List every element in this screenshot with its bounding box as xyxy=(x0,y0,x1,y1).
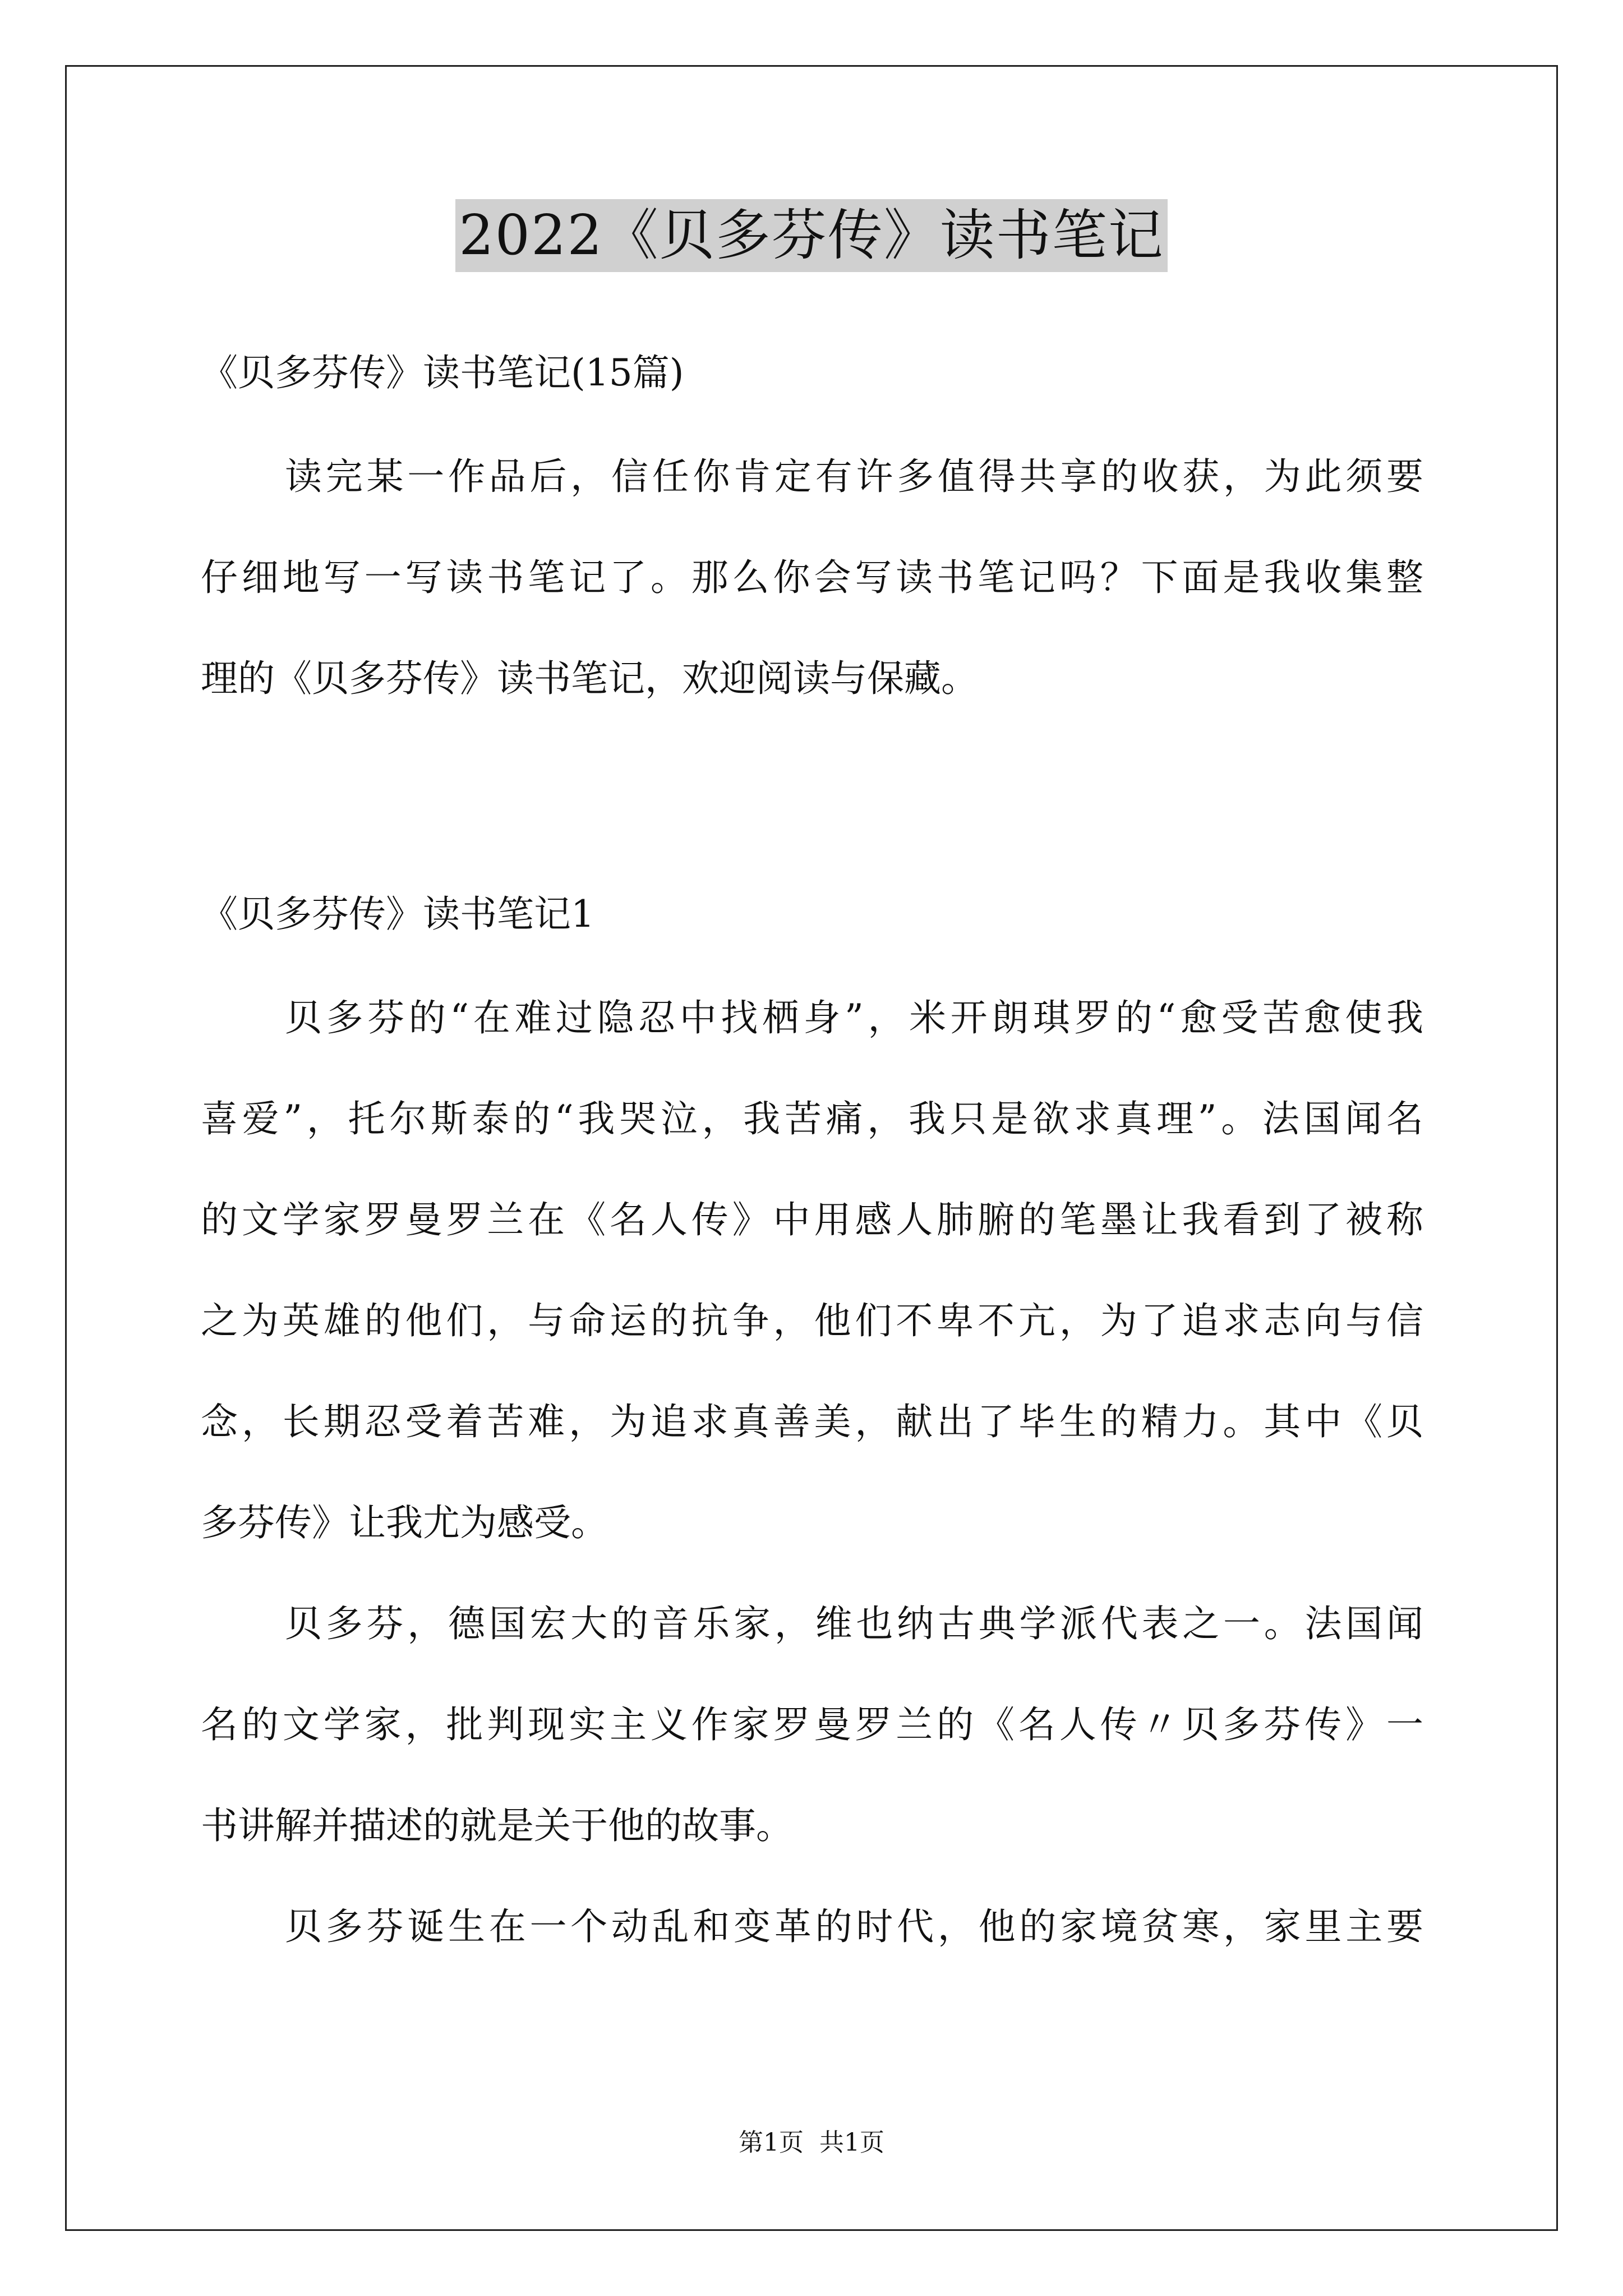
para1-line-5: 念，长期忍受着苦难，为追求真善美，献出了毕生的精力。其中《贝 xyxy=(201,1400,1423,1443)
intro-line-1: 读完某一作品后，信任你肯定有许多值得共享的收获，为此须要 xyxy=(285,455,1423,498)
para1-line-6: 多芬传》让我尤为感受。 xyxy=(201,1501,608,1544)
page-total: 共1页 xyxy=(819,2128,884,2157)
para2-line-1: 贝多芬，德国宏大的音乐家，维也纳古典学派代表之一。法国闻 xyxy=(285,1602,1423,1645)
intro-line-3: 理的《贝多芬传》读书笔记，欢迎阅读与保藏。 xyxy=(201,657,978,700)
document-title: 2022《贝多芬传》读书笔记 xyxy=(455,199,1167,272)
section-heading-1: 《贝多芬传》读书笔记1 xyxy=(201,892,594,936)
para1-line-1: 贝多芬的“在难过隐忍中找栖身”，米开朗琪罗的“愈受苦愈使我 xyxy=(285,996,1423,1039)
para1-line-4: 之为英雄的他们，与命运的抗争，他们不卑不亢，为了追求志向与信 xyxy=(201,1299,1423,1342)
subtitle-line: 《贝多芬传》读书笔记(15篇) xyxy=(201,351,684,394)
title-container xyxy=(0,199,1623,272)
para1-line-2: 喜爱”，托尔斯泰的“我哭泣，我苦痛，我只是欲求真理”。法国闻名 xyxy=(201,1097,1423,1140)
para2-line-3: 书讲解并描述的就是关于他的故事。 xyxy=(201,1804,793,1847)
para2-line-2: 名的文学家，批判现实主义作家罗曼罗兰的《名人传〃贝多芬传》一 xyxy=(201,1703,1423,1746)
page-footer xyxy=(0,2126,1623,2160)
para3-line-1: 贝多芬诞生在一个动乱和变革的时代，他的家境贫寒，家里主要 xyxy=(285,1905,1423,1948)
page-number: 第1页 xyxy=(739,2128,804,2157)
para1-line-3: 的文学家罗曼罗兰在《名人传》中用感人肺腑的笔墨让我看到了被称 xyxy=(201,1198,1423,1241)
intro-line-2: 仔细地写一写读书笔记了。那么你会写读书笔记吗？下面是我收集整 xyxy=(201,556,1423,599)
